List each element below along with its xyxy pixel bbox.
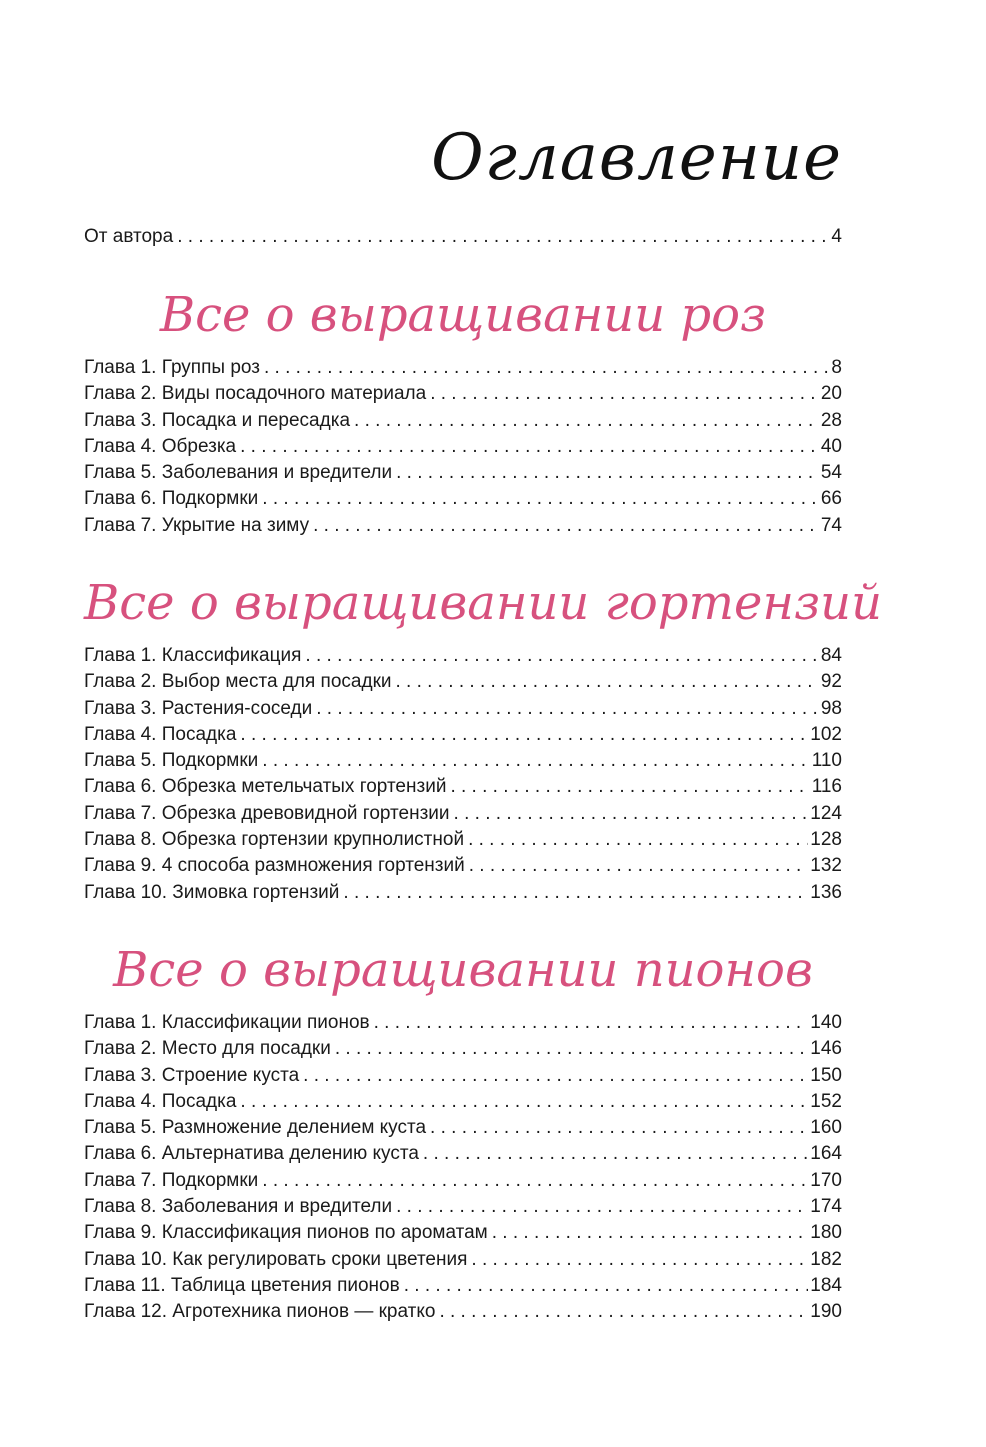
toc-entry[interactable] [84,513,842,539]
toc-entry[interactable] [84,801,842,827]
toc-entry-label: Глава 8. Обрезка гортензии крупнолистной [84,829,465,851]
toc-entry-label: Глава 7. Обрезка древовидной гортензии [84,802,450,824]
toc-entry-page: 124 [810,802,842,824]
dot-leader [430,1115,808,1141]
toc-entry-label: Глава 5. Размножение делением куста [84,1117,427,1139]
toc-entry[interactable] [84,1220,842,1246]
toc-entry[interactable] [84,853,842,879]
toc-entry-page: 116 [811,776,842,798]
toc-entry-label: Глава 6. Альтернатива делению куста [84,1143,419,1165]
section-list-hydrangeas [84,643,842,906]
toc-entry[interactable] [84,774,842,800]
toc-entry-page: 84 [820,645,842,666]
toc-entry-label: Глава 5. Заболевания и вредители [84,462,393,484]
dot-leader [343,880,808,906]
toc-entry-page: 54 [820,462,842,484]
toc-entry-label: Глава 6. Обрезка метельчатых гортензий [84,776,447,798]
toc-entry-label: Глава 3. Посадка и пересадка [84,409,351,431]
toc-entry-label: Глава 5. Подкормки [84,750,259,772]
toc-entry-page: 174 [810,1196,842,1218]
toc-entry-page: 8 [831,357,842,378]
dot-leader [430,381,819,407]
toc-entry-page: 190 [810,1301,842,1323]
toc-entry-label: Глава 1. Классификация [84,645,302,666]
toc-entry-label: Глава 3. Растения-соседи [84,697,313,719]
toc-entry-label: Глава 12. Агротехника пионов — кратко [84,1301,436,1323]
toc-entry-page: 74 [820,514,842,536]
toc-entry[interactable] [84,1299,842,1325]
toc-entry-page: 182 [810,1248,842,1270]
dot-leader [396,669,819,695]
dot-leader [471,1247,808,1273]
toc-entry-page: 160 [810,1117,842,1139]
section-list-roses [84,355,842,539]
toc-entry[interactable] [84,381,842,407]
dot-leader [454,801,809,827]
toc-entry[interactable] [84,224,842,250]
dot-leader [423,1141,808,1167]
dot-leader [305,643,818,669]
dot-leader [240,722,808,748]
toc-entry[interactable] [84,434,842,460]
toc-entry[interactable] [84,1168,842,1194]
section-list-peonies [84,1010,842,1326]
toc-entry-label: Глава 10. Как регулировать сроки цветения [84,1248,468,1270]
toc-entry[interactable] [84,1036,842,1062]
toc-entry-page: 128 [810,829,842,851]
toc-entry-label: Глава 4. Посадка [84,723,237,745]
toc-entry[interactable] [84,827,842,853]
toc-entry-label: Глава 8. Заболевания и вредители [84,1196,393,1218]
toc-entry-label: Глава 1. Классификации пионов [84,1012,370,1033]
toc-entry[interactable] [84,669,842,695]
toc-entry[interactable] [84,722,842,748]
toc-entry[interactable] [84,643,842,669]
toc-entry-page: 102 [810,723,842,745]
dot-leader [264,355,829,381]
toc-entry[interactable] [84,460,842,486]
dot-leader [374,1010,809,1036]
dot-leader [404,1273,809,1299]
page-title: Оглавление [431,121,842,195]
toc-entry[interactable] [84,880,842,906]
toc-entry-page: 164 [810,1143,842,1165]
toc-entry-label: Глава 4. Обрезка [84,435,237,457]
toc-entry[interactable] [84,408,842,434]
toc-entry-label: Глава 3. Строение куста [84,1064,300,1086]
intro-list [84,224,842,250]
toc-entry-label: Глава 10. Зимовка гортензий [84,881,340,903]
toc-entry[interactable] [84,486,842,512]
toc-entry-label: Глава 7. Укрытие на зиму [84,514,310,536]
toc-entry[interactable] [84,696,842,722]
dot-leader [177,224,829,250]
dot-leader [354,408,819,434]
dot-leader [240,1089,808,1115]
toc-entry-page: 66 [820,488,842,510]
toc-entry[interactable] [84,1063,842,1089]
toc-entry-page: 20 [820,383,842,405]
toc-entry-page: 146 [810,1038,842,1060]
toc-entry[interactable] [84,1194,842,1220]
section-title-hydrangeas: Все о выращивании гортензий [84,575,882,631]
toc-entry-label: Глава 2. Место для посадки [84,1038,331,1060]
dot-leader [396,1194,808,1220]
toc-entry-page: 92 [820,671,842,693]
toc-entry-page: 4 [831,226,842,247]
toc-entry[interactable] [84,748,842,774]
dot-leader [439,1299,808,1325]
toc-entry-page: 184 [810,1274,842,1296]
toc-entry[interactable] [84,355,842,381]
toc-entry[interactable] [84,1115,842,1141]
toc-entry-page: 170 [810,1169,842,1191]
dot-leader [303,1063,808,1089]
dot-leader [396,460,819,486]
toc-entry[interactable] [84,1141,842,1167]
toc-entry-label: Глава 9. 4 способа размножения гортензий [84,855,465,877]
toc-entry-page: 110 [811,750,842,772]
dot-leader [450,774,809,800]
dot-leader [335,1036,808,1062]
toc-entry-label: Глава 7. Подкормки [84,1169,259,1191]
section-title-roses: Все о выращивании роз [159,287,767,343]
toc-entry-page: 132 [810,855,842,877]
toc-entry[interactable] [84,1010,842,1036]
dot-leader [316,696,819,722]
toc-entry-page: 180 [810,1222,842,1244]
toc-entry[interactable] [84,1089,842,1115]
toc-entry-label: Глава 2. Выбор места для посадки [84,671,392,693]
toc-entry-label: Глава 11. Таблица цветения пионов [84,1274,400,1296]
dot-leader [262,1168,808,1194]
toc-entry[interactable] [84,1247,842,1273]
toc-entry-page: 28 [820,409,842,431]
dot-leader [262,486,819,512]
toc-entry-label: Глава 1. Группы роз [84,357,260,378]
toc-entry-label: От автора [84,226,174,247]
toc-entry-page: 136 [810,881,842,903]
toc-entry-page: 98 [820,697,842,719]
toc-entry-label: Глава 6. Подкормки [84,488,259,510]
toc-entry-page: 140 [810,1012,842,1033]
dot-leader [468,827,808,853]
toc-entry[interactable] [84,1273,842,1299]
section-title-peonies: Все о выращивании пионов [113,942,813,998]
toc-entry-label: Глава 9. Классификация пионов по ароматам [84,1222,488,1244]
dot-leader [313,513,819,539]
toc-entry-page: 152 [810,1090,842,1112]
dot-leader [469,853,809,879]
dot-leader [262,748,809,774]
toc-entry-page: 40 [820,435,842,457]
toc-entry-label: Глава 2. Виды посадочного материала [84,383,427,405]
toc-entry-label: Глава 4. Посадка [84,1090,237,1112]
dot-leader [492,1220,809,1246]
toc-entry-page: 150 [810,1064,842,1086]
dot-leader [240,434,819,460]
